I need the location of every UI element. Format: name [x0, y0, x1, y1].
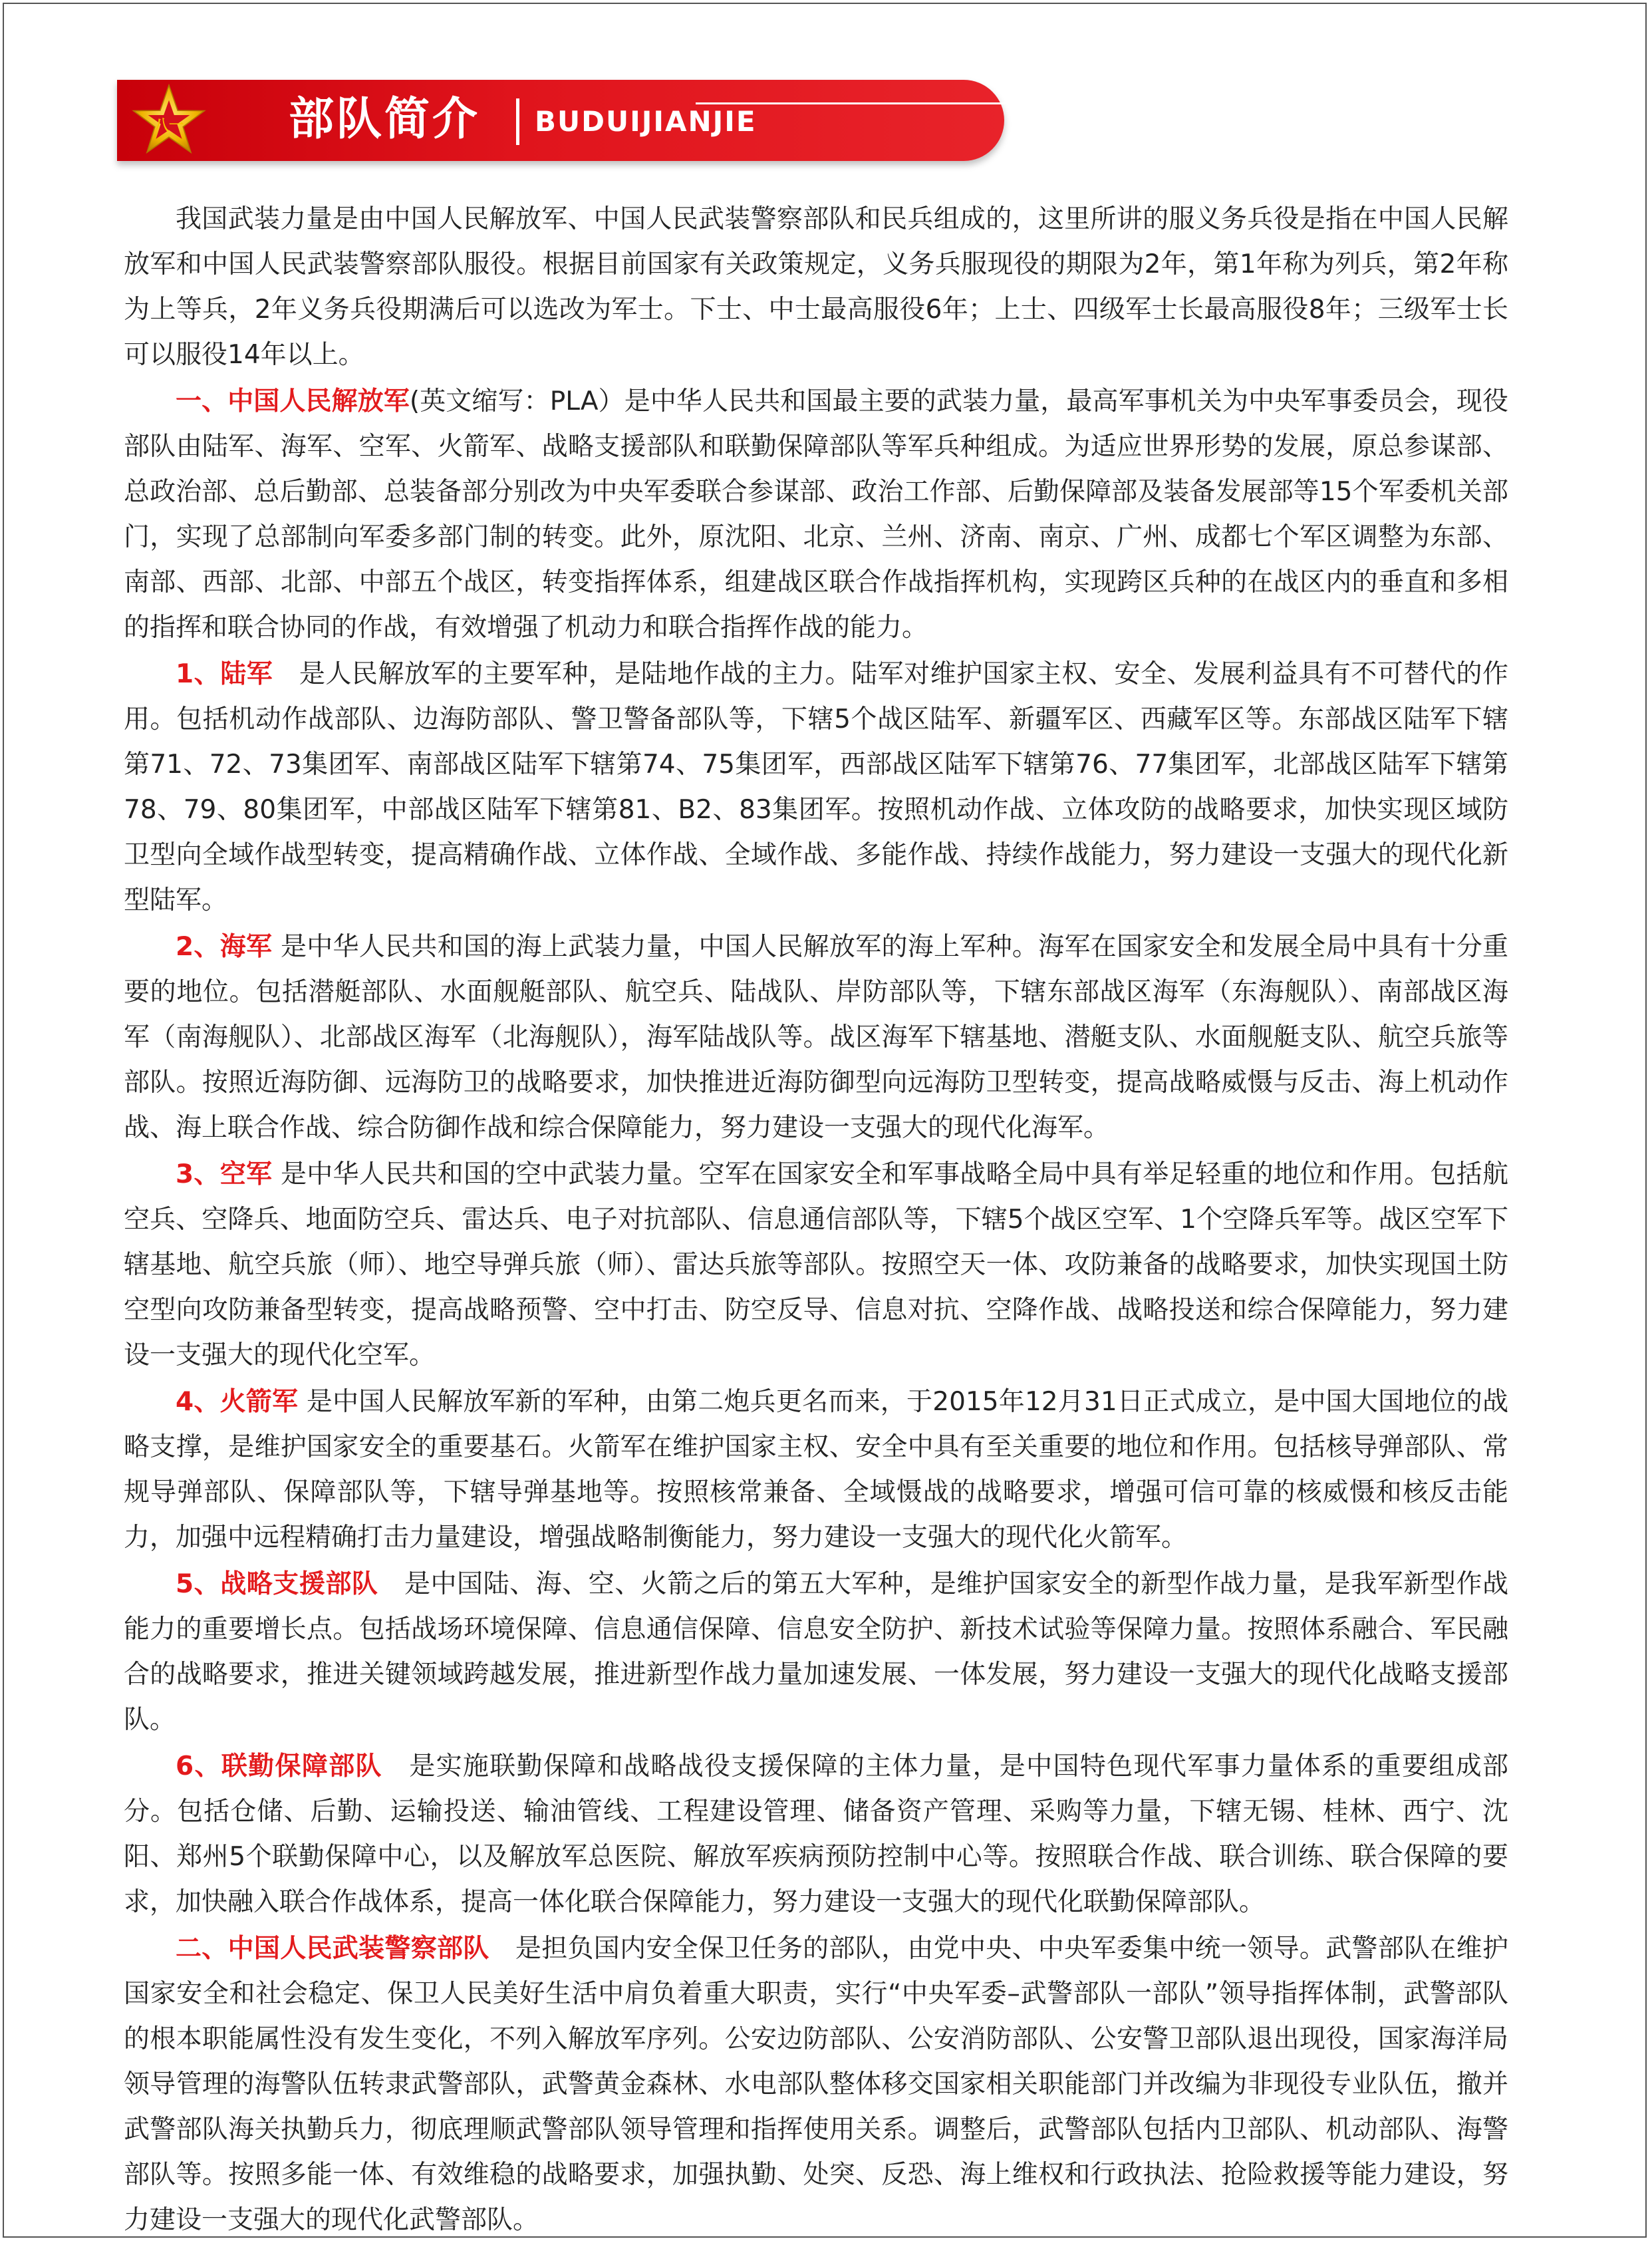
- section-heading: 3、空军: [176, 1159, 273, 1189]
- section-body: 是中华人民共和国的空中武装力量。空军在国家安全和军事战略全局中具有举足轻重的地位和作用。包括航空兵、空降兵、地面防空兵、雷达兵、电子对抗部队、信息通信部队等，下辖5个战区空军、1个空降兵军等。战区空军下辖基地、航空兵旅（师）、地空导弹兵旅（师）、雷达兵旅等部队。按照空天一体、攻防兼备的战略要求，加快实现国土防空型向攻防兼备型转变，提高战略预警、空中打击、防空反导、信息对抗、空降作战、战略投送和综合保障能力，努力建设一支强大的现代化空军。: [124, 1159, 1508, 1370]
- article-body: [124, 197, 1508, 2243]
- intro-paragraph: 我国武装力量是由中国人民解放军、中国人民武装警察部队和民兵组成的，这里所讲的服义务兵役是指在中国人民解放军和中国人民武装警察部队服役。根据目前国家有关政策规定，义务兵服现役的期限为2年，第1年称为列兵，第2年称为上等兵，2年义务兵役期满后可以选改为军士。下士、中士最高服役6年；上士、四级军士长最高服役8年；三级军士长可以服役14年以上。: [124, 204, 1508, 370]
- section-logistics-support: [124, 1744, 1508, 1925]
- page-subtitle: BUDUIJIANJIE: [535, 105, 757, 138]
- section-pla: [124, 379, 1508, 651]
- section-heading: 1、陆军: [176, 659, 273, 689]
- section-body: 是担负国内安全保卫任务的部队，由党中央、中央军委集中统一领导。武警部队在维护国家安全和社会稳定、保卫人民美好生活中肩负着重大职责，实行“中央军委–武警部队一部队”领导指挥体制，武警部队的根本职能属性没有发生变化，不列入解放军序列。公安边防部队、公安消防部队、公安警卫部队退出现役，国家海洋局领导管理的海警队伍转隶武警部队，武警黄金森林、水电部队整体移交国家相关职能部门并改编为非现役专业队伍，撤并武警部队海关执勤兵力，彻底理顺武警部队领导管理和指挥使用关系。调整后，武警部队包括内卫部队、机动部队、海警部队等。按照多能一体、有效维稳的战略要求，加强执勤、处突、反恐、海上维权和行政执法、抢险救援等能力建设，努力建设一支强大的现代化武警部队。: [124, 1934, 1508, 2235]
- section-body: 是中华人民共和国的海上武装力量，中国人民解放军的海上军种。海军在国家安全和发展全局中具有十分重要的地位。包括潜艇部队、水面舰艇部队、航空兵、陆战队、岸防部队等，下辖东部战区海军（东海舰队）、南部战区海军（南海舰队）、北部战区海军（北海舰队），海军陆战队等。战区海军下辖基地、潜艇支队、水面舰艇支队、航空兵旅等部队。按照近海防御、远海防卫的战略要求，加快推进近海防御型向远海防卫型转变，提高战略威慑与反击、海上机动作战、海上联合作战、综合防御作战和综合保障能力，努力建设一支强大的现代化海军。: [124, 932, 1508, 1143]
- svg-text:八一: 八一: [154, 116, 184, 134]
- header-banner: [117, 80, 1004, 161]
- section-air-force: [124, 1152, 1508, 1378]
- section-heading: 4、火箭军: [176, 1387, 299, 1417]
- section-heading: 一、中国人民解放军: [176, 386, 410, 416]
- section-body: 是人民解放军的主要军种，是陆地作战的主力。陆军对维护国家主权、安全、发展利益具有不可替代的作用。包括机动作战部队、边海防部队、警卫警备部队等，下辖5个战区陆军、新疆军区、西藏军区等。东部战区陆军下辖第71、72、73集团军、南部战区陆军下辖第74、75集团军，西部战区陆军下辖第76、77集团军，北部战区陆军下辖第78、79、80集团军，中部战区陆军下辖第81、B2、83集团军。按照机动作战、立体攻防的战略要求，加快实现区域防卫型向全域作战型转变，提高精确作战、立体作战、全域作战、多能作战、持续作战能力，努力建设一支强大的现代化新型陆军。: [124, 659, 1508, 915]
- header-divider: [516, 98, 519, 145]
- section-heading: 二、中国人民武装警察部队: [176, 1934, 489, 1964]
- section-rocket-force: [124, 1380, 1508, 1561]
- section-heading: 6、联勤保障部队: [176, 1751, 382, 1781]
- section-body: 是中国人民解放军新的军种，由第二炮兵更名而来，于2015年12月31日正式成立，是中国大国地位的战略支撑，是维护国家安全的重要基石。火箭军在维护国家主权、安全中具有至关重要的地位和作用。包括核导弹部队、常规导弹部队、保障部队等，下辖导弹基地等。按照核常兼备、全域慑战的战略要求，增强可信可靠的核威慑和核反击能力，加强中远程精确打击力量建设，增强战略制衡能力，努力建设一支强大的现代化火箭军。: [124, 1387, 1509, 1553]
- section-armed-police: [124, 1926, 1508, 2243]
- section-strategic-support: [124, 1562, 1508, 1743]
- section-body: (英文缩写：PLA）是中华人民共和国最主要的武装力量，最高军事机关为中央军事委员会，现役部队由陆军、海军、空军、火箭军、战略支援部队和联勤保障部队等军兵种组成。为适应世界形势的发展，原总参谋部、总政治部、总后勤部、总装备部分别改为中央军委联合参谋部、政治工作部、后勤保障部及装备发展部等15个军委机关部门，实现了总部制向军委多部门制的转变。此外，原沈阳、北京、兰州、济南、南京、广州、成都七个军区调整为东部、南部、西部、北部、中部五个战区，转变指挥体系，组建战区联合作战指挥机构，实现跨区兵种的在战区内的垂直和多相的指挥和联合协同的作战，有效增强了机动力和联合指挥作战的能力。: [124, 386, 1508, 643]
- section-body: 是实施联勤保障和战略战役支援保障的主体力量，是中国特色现代军事力量体系的重要组成部分。包括仓储、后勤、运输投送、输油管线、工程建设管理、储备资产管理、采购等力量，下辖无锡、桂林、西宁、沈阳、郑州5个联勤保障中心，以及解放军总医院、解放军疾病预防控制中心等。按照联合作战、联合训练、联合保障的要求，加快融入联合作战体系，提高一体化联合保障能力，努力建设一支强大的现代化联勤保障部队。: [124, 1751, 1508, 1917]
- section-heading: 2、海军: [176, 932, 273, 962]
- section-army: [124, 652, 1508, 923]
- section-body: 是中国陆、海、空、火箭之后的第五大军种，是维护国家安全的新型作战力量，是我军新型作战能力的重要增长点。包括战场环境保障、信息通信保障、信息安全防护、新技术试验等保障力量。按照体系融合、军民融合的战略要求，推进关键领域跨越发展，推进新型作战力量加速发展、一体发展，努力建设一支强大的现代化战略支援部队。: [124, 1569, 1508, 1735]
- section-heading: 5、战略支援部队: [176, 1569, 378, 1599]
- section-navy: [124, 925, 1508, 1151]
- star-emblem-icon: [132, 84, 206, 158]
- page-title: 部队简介: [289, 93, 481, 146]
